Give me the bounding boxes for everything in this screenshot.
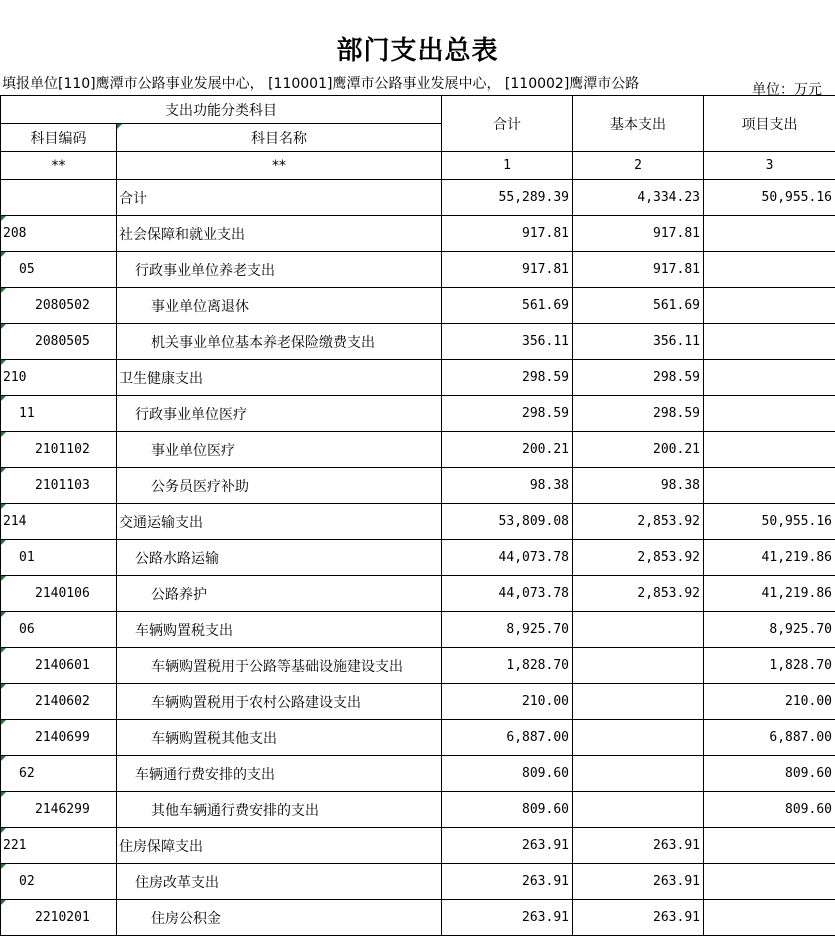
cell-code: 11 [1,396,117,432]
table-row [1,576,835,612]
header-name: 科目名称 [117,124,442,152]
cell-project: 6,887.00 [704,720,835,756]
cell-project [704,900,835,936]
cell-name: 住房保障支出 [117,828,442,864]
cell-total: 809.60 [442,756,573,792]
cell-name: 行政事业单位医疗 [117,396,442,432]
cell-basic: 4,334.23 [573,180,704,216]
cell-code: 2140602 [1,684,117,720]
cell-project [704,216,835,252]
header-total: 合计 [442,96,573,152]
cell-basic: 263.91 [573,864,704,900]
cell-basic: 917.81 [573,252,704,288]
table-row [1,756,835,792]
cell-name: 车辆购置税其他支出 [117,720,442,756]
table-row [1,180,835,216]
filing-unit-text: 填报单位[110]鹰潭市公路事业发展中心， [110001]鹰潭市公路事业发展中心， [110002]鹰潭市公路 [2,76,640,92]
cell-code: 221 [1,828,117,864]
cell-project: 8,925.70 [704,612,835,648]
cell-project: 210.00 [704,684,835,720]
header-code: 科目编码 [1,124,117,152]
cell-name: 公路水路运输 [117,540,442,576]
cell-name: 公务员医疗补助 [117,468,442,504]
cell-basic: 263.91 [573,900,704,936]
cell-total: 263.91 [442,900,573,936]
header-project: 项目支出 [704,96,835,152]
table-row [1,900,835,936]
cell-project [704,324,835,360]
table-row [1,540,835,576]
header-index-basic: 2 [573,152,704,180]
cell-basic [573,720,704,756]
table-row [1,792,835,828]
table-row [1,648,835,684]
cell-name: 卫生健康支出 [117,360,442,396]
cell-code: 2210201 [1,900,117,936]
cell-project [704,828,835,864]
cell-basic: 98.38 [573,468,704,504]
cell-total: 298.59 [442,360,573,396]
table-row [1,360,835,396]
table-row [1,252,835,288]
cell-project [704,360,835,396]
cell-total: 298.59 [442,396,573,432]
cell-code: 214 [1,504,117,540]
cell-total: 917.81 [442,252,573,288]
cell-project: 41,219.86 [704,540,835,576]
cell-name: 社会保障和就业支出 [117,216,442,252]
table-row [1,720,835,756]
cell-total: 263.91 [442,864,573,900]
header-star-name: ** [117,152,442,180]
cell-name: 住房公积金 [117,900,442,936]
cell-project: 809.60 [704,792,835,828]
table-row [1,504,835,540]
header-index-total: 1 [442,152,573,180]
cell-total: 55,289.39 [442,180,573,216]
cell-project: 809.60 [704,756,835,792]
header-index-project: 3 [704,152,835,180]
cell-basic: 561.69 [573,288,704,324]
cell-name: 车辆购置税支出 [117,612,442,648]
header-function-group: 支出功能分类科目 [1,96,442,124]
cell-name: 其他车辆通行费安排的支出 [117,792,442,828]
cell-code: 208 [1,216,117,252]
table-row [1,864,835,900]
cell-total: 809.60 [442,792,573,828]
cell-total: 1,828.70 [442,648,573,684]
cell-basic: 2,853.92 [573,504,704,540]
cell-name: 交通运输支出 [117,504,442,540]
cell-project: 50,955.16 [704,504,835,540]
cell-total: 356.11 [442,324,573,360]
cell-basic [573,684,704,720]
cell-code: 2080502 [1,288,117,324]
header-star-code: ** [1,152,117,180]
cell-code: 2101103 [1,468,117,504]
cell-name: 合计 [117,180,442,216]
cell-total: 53,809.08 [442,504,573,540]
cell-total: 44,073.78 [442,540,573,576]
table-row [1,468,835,504]
cell-name: 事业单位医疗 [117,432,442,468]
cell-code: 02 [1,864,117,900]
unit-label: 单位：万元 [752,82,822,98]
cell-total: 917.81 [442,216,573,252]
cell-total: 98.38 [442,468,573,504]
table-row [1,324,835,360]
cell-project [704,288,835,324]
table-row [1,432,835,468]
cell-code: 2140106 [1,576,117,612]
cell-code: 2140601 [1,648,117,684]
cell-project: 41,219.86 [704,576,835,612]
cell-basic [573,792,704,828]
cell-code: 2140699 [1,720,117,756]
cell-basic: 200.21 [573,432,704,468]
cell-basic: 298.59 [573,360,704,396]
cell-project [704,396,835,432]
cell-name: 公路养护 [117,576,442,612]
cell-name: 机关事业单位基本养老保险缴费支出 [117,324,442,360]
cell-project: 1,828.70 [704,648,835,684]
cell-code: 2080505 [1,324,117,360]
table-row [1,288,835,324]
cell-project [704,252,835,288]
table-row [1,612,835,648]
cell-code: 2146299 [1,792,117,828]
cell-name: 车辆购置税用于公路等基础设施建设支出 [117,648,442,684]
cell-basic: 2,853.92 [573,540,704,576]
table-row [1,828,835,864]
cell-basic: 263.91 [573,828,704,864]
cell-total: 210.00 [442,684,573,720]
cell-code: 01 [1,540,117,576]
cell-total: 44,073.78 [442,576,573,612]
cell-code: 62 [1,756,117,792]
cell-name: 住房改革支出 [117,864,442,900]
cell-basic: 917.81 [573,216,704,252]
cell-total: 6,887.00 [442,720,573,756]
cell-basic [573,756,704,792]
cell-basic: 2,853.92 [573,576,704,612]
cell-code: 06 [1,612,117,648]
cell-project [704,468,835,504]
cell-basic: 298.59 [573,396,704,432]
table-row [1,684,835,720]
cell-code: 210 [1,360,117,396]
header-basic: 基本支出 [573,96,704,152]
cell-code [1,180,117,216]
cell-total: 561.69 [442,288,573,324]
page-title: 部门支出总表 [336,36,499,66]
table-row [1,396,835,432]
expenditure-table [0,95,835,936]
cell-name: 事业单位离退休 [117,288,442,324]
cell-project: 50,955.16 [704,180,835,216]
cell-total: 263.91 [442,828,573,864]
cell-name: 行政事业单位养老支出 [117,252,442,288]
cell-basic [573,648,704,684]
cell-basic [573,612,704,648]
cell-name: 车辆通行费安排的支出 [117,756,442,792]
cell-name: 车辆购置税用于农村公路建设支出 [117,684,442,720]
cell-total: 8,925.70 [442,612,573,648]
cell-project [704,432,835,468]
cell-total: 200.21 [442,432,573,468]
cell-basic: 356.11 [573,324,704,360]
cell-code: 2101102 [1,432,117,468]
cell-project [704,864,835,900]
table-row [1,216,835,252]
cell-code: 05 [1,252,117,288]
